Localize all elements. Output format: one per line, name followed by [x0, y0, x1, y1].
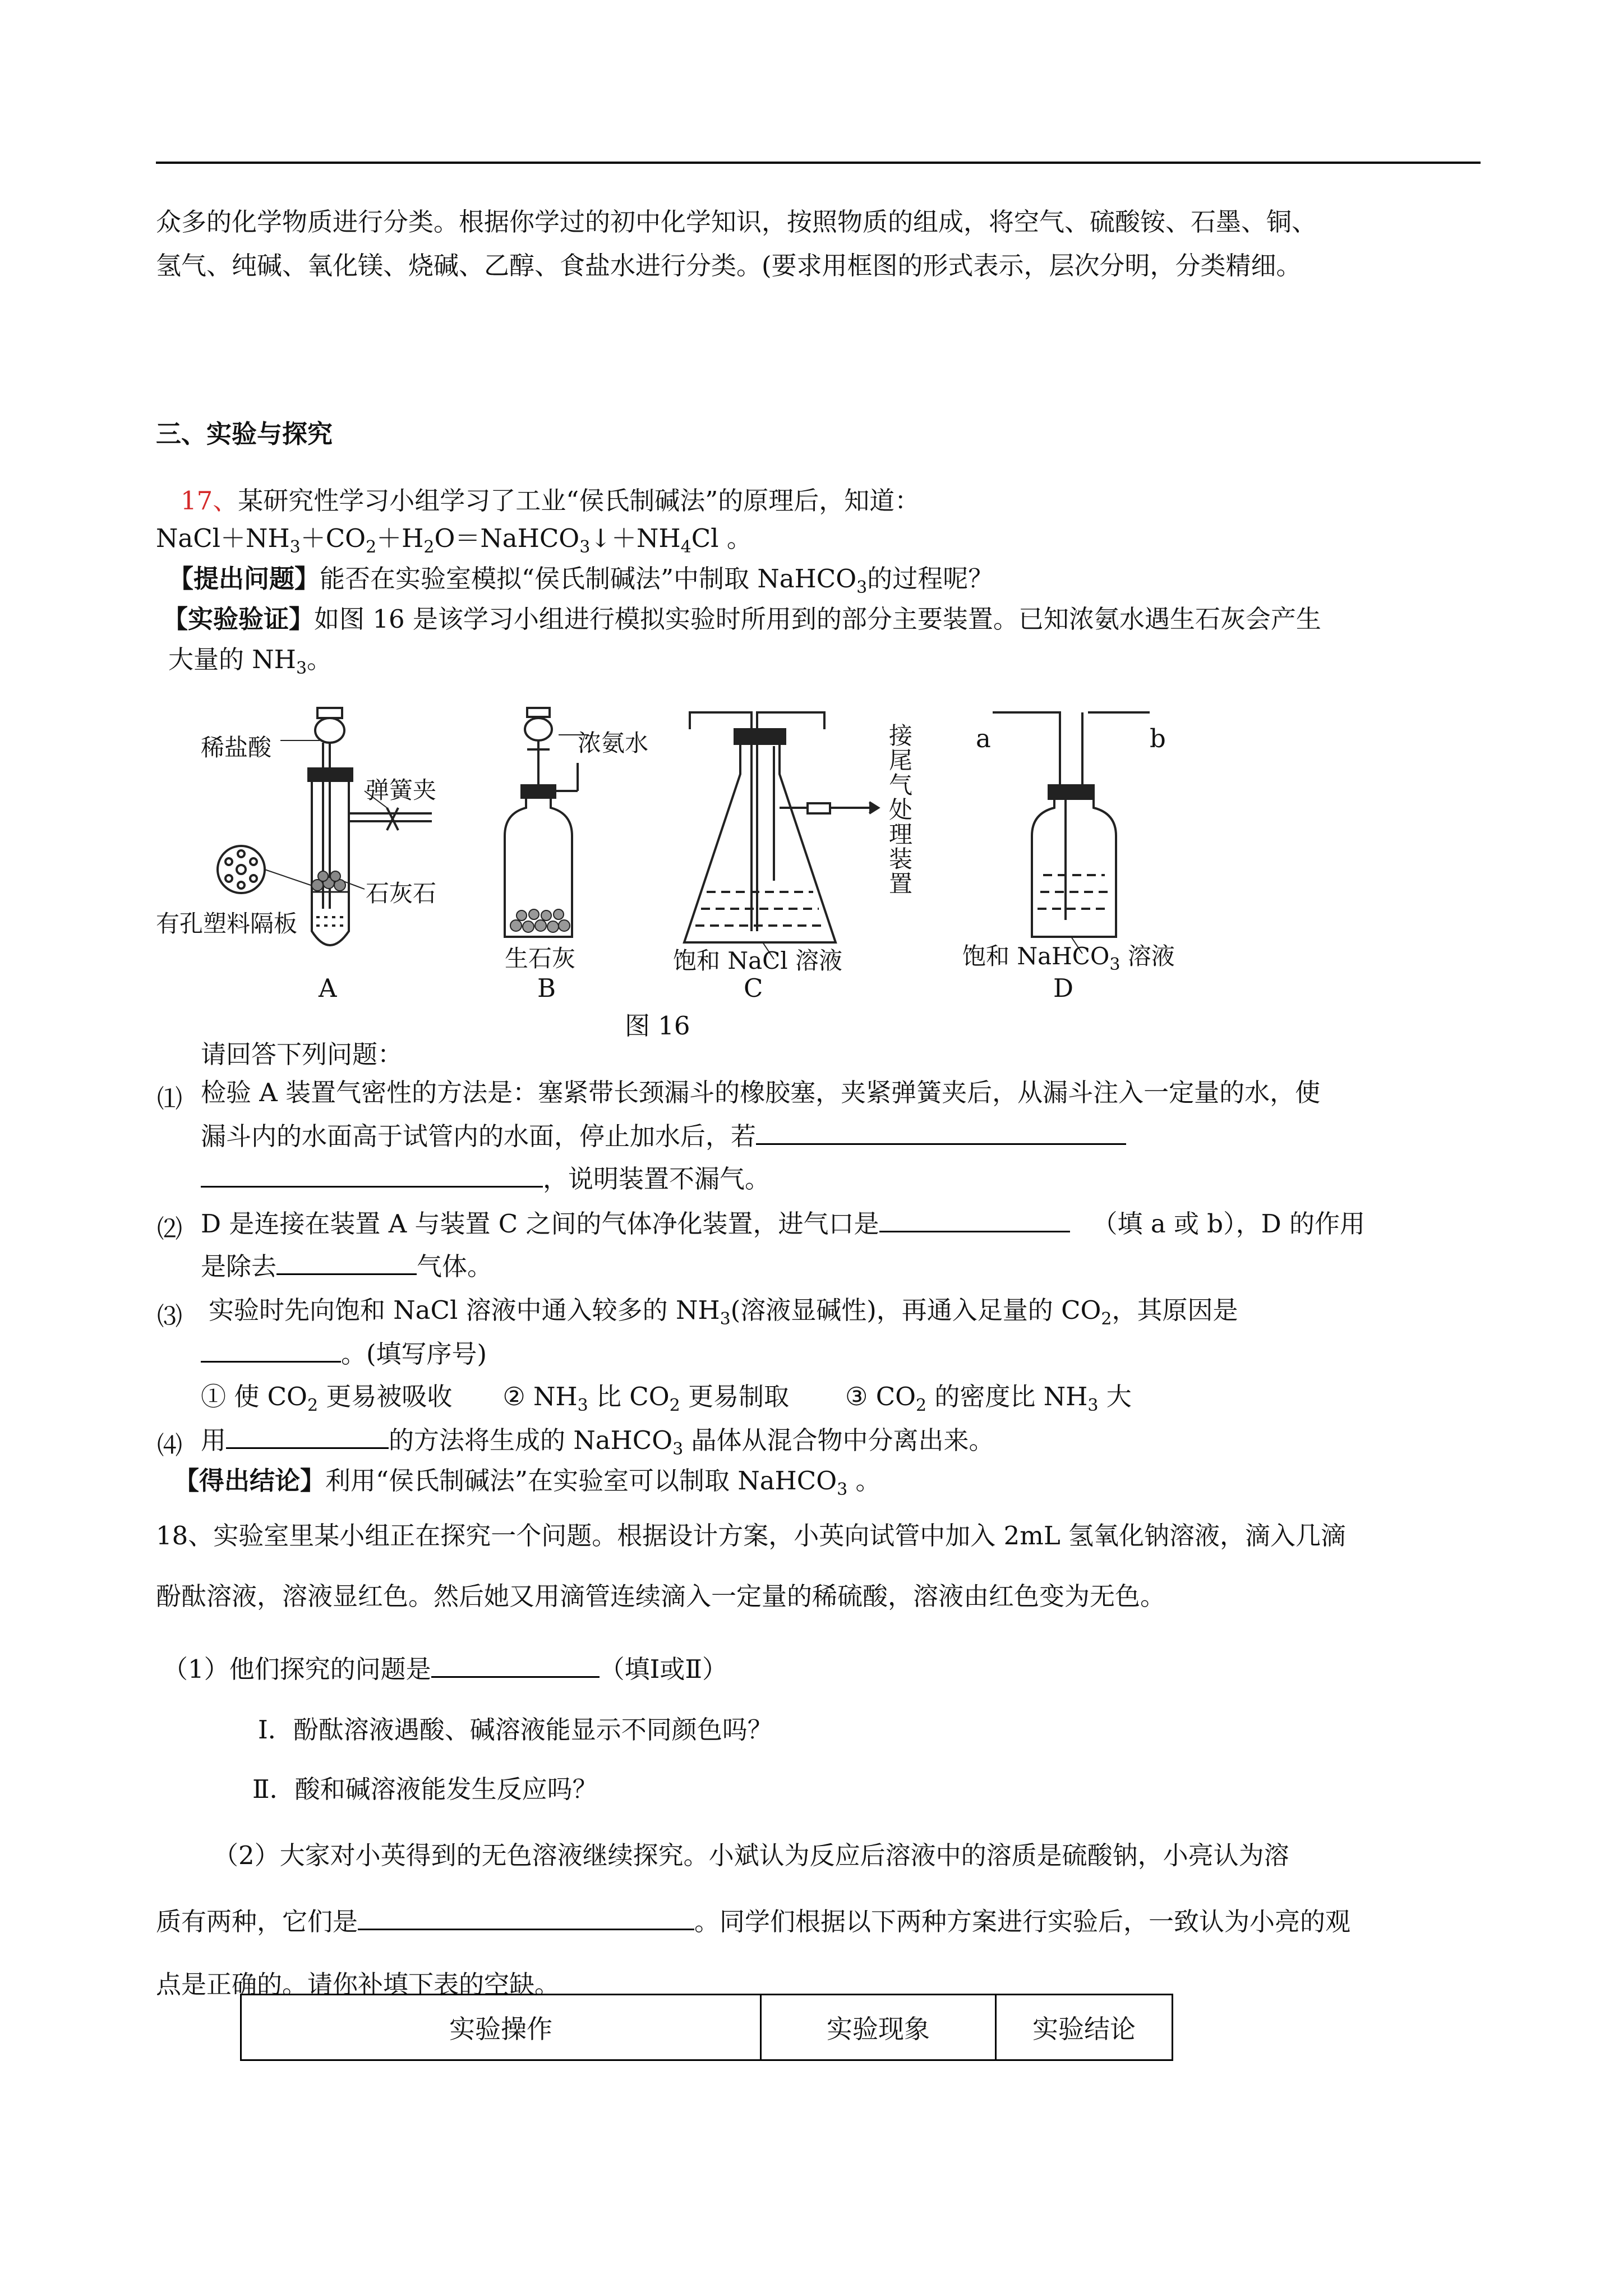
label-limestone: 石灰石	[366, 880, 437, 907]
p2-number: ⑵	[157, 1214, 183, 1244]
apparatus-d	[993, 712, 1150, 954]
tag-verify: 【实验验证】	[163, 604, 315, 634]
table-header-row	[241, 1995, 1173, 2060]
q17-conclusion: 【得出结论】利用“侯氏制碱法”在实验室可以制取 NaHCO$_3$ 。	[174, 1466, 881, 1499]
label-spring-clip: 弹簧夹	[366, 776, 437, 804]
q18-option-i: Ⅰ．酚酞溶液遇酸、碱溶液能显示不同颜色吗？	[258, 1715, 773, 1745]
label-tail-gas: 接尾气处理装置	[889, 722, 913, 898]
p1-number: ⑴	[157, 1084, 183, 1114]
intro-line-1: 众多的化学物质进行分类。根据你学过的初中化学知识，按照物质的组成，将空气、硫酸铵、石墨、铜、	[156, 207, 1317, 237]
apparatus-c	[684, 712, 878, 959]
p2-line-1: D 是连接在装置 A 与装置 C 之间的气体净化装置，进气口是 （填 a 或 b），D 的作用	[201, 1206, 1365, 1241]
label-inlet-b: b	[1150, 724, 1166, 753]
p1-line-3: ，说明装置不漏气。	[201, 1161, 770, 1196]
q18-line-2: 酚酞溶液，溶液显红色。然后她又用滴管连续滴入一定量的稀硫酸，溶液由红色变为无色。	[156, 1581, 1166, 1611]
section-title: 三、实验与探究	[156, 419, 333, 449]
intro-line-2: 氢气、纯碱、氧化镁、烧碱、乙醇、食盐水进行分类。(要求用框图的形式表示，层次分明，分类精细。	[156, 251, 1302, 280]
p3-line-1: 实验时先向饱和 NaCl 溶液中通入较多的 $NH_3$(溶液显碱性)，再通入足量的 $CO_2$，其原因是	[209, 1295, 1238, 1329]
q17-number: 17、	[181, 486, 238, 516]
p4-number: ⑷	[157, 1430, 183, 1460]
q18-question-blank[interactable]	[431, 1651, 600, 1678]
q17-equation: $NaCl+NH_3+CO_2+H_2O=NaHCO_3↓+NH_4Cl$ 。	[156, 523, 752, 557]
p1-answer-blank-2[interactable]	[201, 1161, 543, 1188]
p2-inlet-blank[interactable]	[879, 1206, 1070, 1232]
q18-solute-blank[interactable]	[358, 1904, 694, 1930]
apparatus-b	[505, 708, 589, 937]
q17-intro-text: 某研究性学习小组学习了工业“侯氏制碱法”的原理后，知道：	[238, 486, 920, 516]
header-phenomenon: 实验现象	[761, 1995, 996, 2060]
q18-sub2-line-1: （2）大家对小英得到的无色溶液继续探究。小斌认为反应后溶液中的溶质是硫酸钠，小亮认为溶	[213, 1841, 1289, 1870]
tag-question: 【提出问题】	[168, 564, 320, 593]
p3-line-2: 。(填写序号)	[201, 1336, 487, 1371]
p3-number: ⑶	[157, 1301, 183, 1331]
p4-line: 用 的方法将生成的 NaHCO$_3$ 晶体从混合物中分离出来。	[201, 1423, 994, 1457]
label-nahco3-solution: 饱和 NaHCO$_3$ 溶液	[962, 942, 1175, 974]
header-rule	[156, 162, 1481, 164]
q17-verify-2: 大量的 $NH_3$。	[168, 645, 333, 678]
label-apparatus-a: A	[319, 973, 337, 1003]
label-conc-ammonia: 浓氨水	[578, 729, 649, 757]
p2-line-2: 是除去 气体。	[201, 1249, 492, 1283]
label-perforated-plate: 有孔塑料隔板	[156, 910, 298, 937]
p1-line-1: 检验 A 装置气密性的方法是：塞紧带长颈漏斗的橡胶塞，夹紧弹簧夹后，从漏斗注入一定量的水，使	[201, 1078, 1321, 1107]
label-nacl-solution: 饱和 NaCl 溶液	[673, 947, 843, 974]
prompt: 请回答下列问题：	[201, 1039, 403, 1069]
label-apparatus-c: C	[744, 973, 763, 1003]
q17-verify-1: 【实验验证】如图 16 是该学习小组进行模拟实验时所用到的部分主要装置。已知浓氨水遇生石灰会产生	[163, 604, 1321, 634]
p1-answer-blank-1[interactable]	[756, 1119, 1126, 1145]
p2-gas-blank[interactable]	[276, 1249, 417, 1275]
q18-sub1: （1）他们探究的问题是 （填Ⅰ或Ⅱ）	[163, 1651, 727, 1686]
label-inlet-a: a	[976, 724, 991, 753]
p3-answer-blank[interactable]	[201, 1336, 341, 1363]
q17-intro	[181, 484, 920, 518]
label-quicklime: 生石灰	[505, 945, 576, 972]
figure-caption: 图 16	[625, 1011, 690, 1041]
experiment-table	[240, 1994, 1173, 2061]
q18-sub2-line-3: 点是正确的。请你补填下表的空缺。	[156, 1970, 560, 1999]
label-apparatus-d: D	[1053, 973, 1074, 1003]
tag-conclusion: 【得出结论】	[174, 1466, 326, 1496]
label-dilute-hcl: 稀盐酸	[201, 734, 272, 761]
p4-method-blank[interactable]	[226, 1423, 389, 1449]
q18-line-1: 18、实验室里某小组正在探究一个问题。根据设计方案，小英向试管中加入 2mL 氢氧化钠溶液，滴入几滴	[156, 1521, 1347, 1550]
p1-line-2: 漏斗内的水面高于试管内的水面，停止加水后，若	[201, 1119, 1126, 1153]
label-apparatus-b: B	[537, 973, 556, 1003]
q18-option-ii: Ⅱ．酸和碱溶液能发生反应吗？	[252, 1774, 598, 1804]
q17-question: 【提出问题】能否在实验室模拟“侯氏制碱法”中制取 NaHCO$_3$的过程呢？	[168, 564, 994, 597]
header-conclusion: 实验结论	[996, 1995, 1173, 2060]
q18-sub2-line-2: 质有两种，它们是 。同学们根据以下两种方案进行实验后，一致认为小亮的观	[156, 1904, 1350, 1939]
header-operation: 实验操作	[241, 1995, 761, 2060]
p3-options: ① 使 $CO_2$ 更易被吸收 ② $NH_3$ 比 $CO_2$ 更易制取 ③ $CO_2$ 的密度比 $NH_3$ 大	[201, 1382, 1132, 1415]
